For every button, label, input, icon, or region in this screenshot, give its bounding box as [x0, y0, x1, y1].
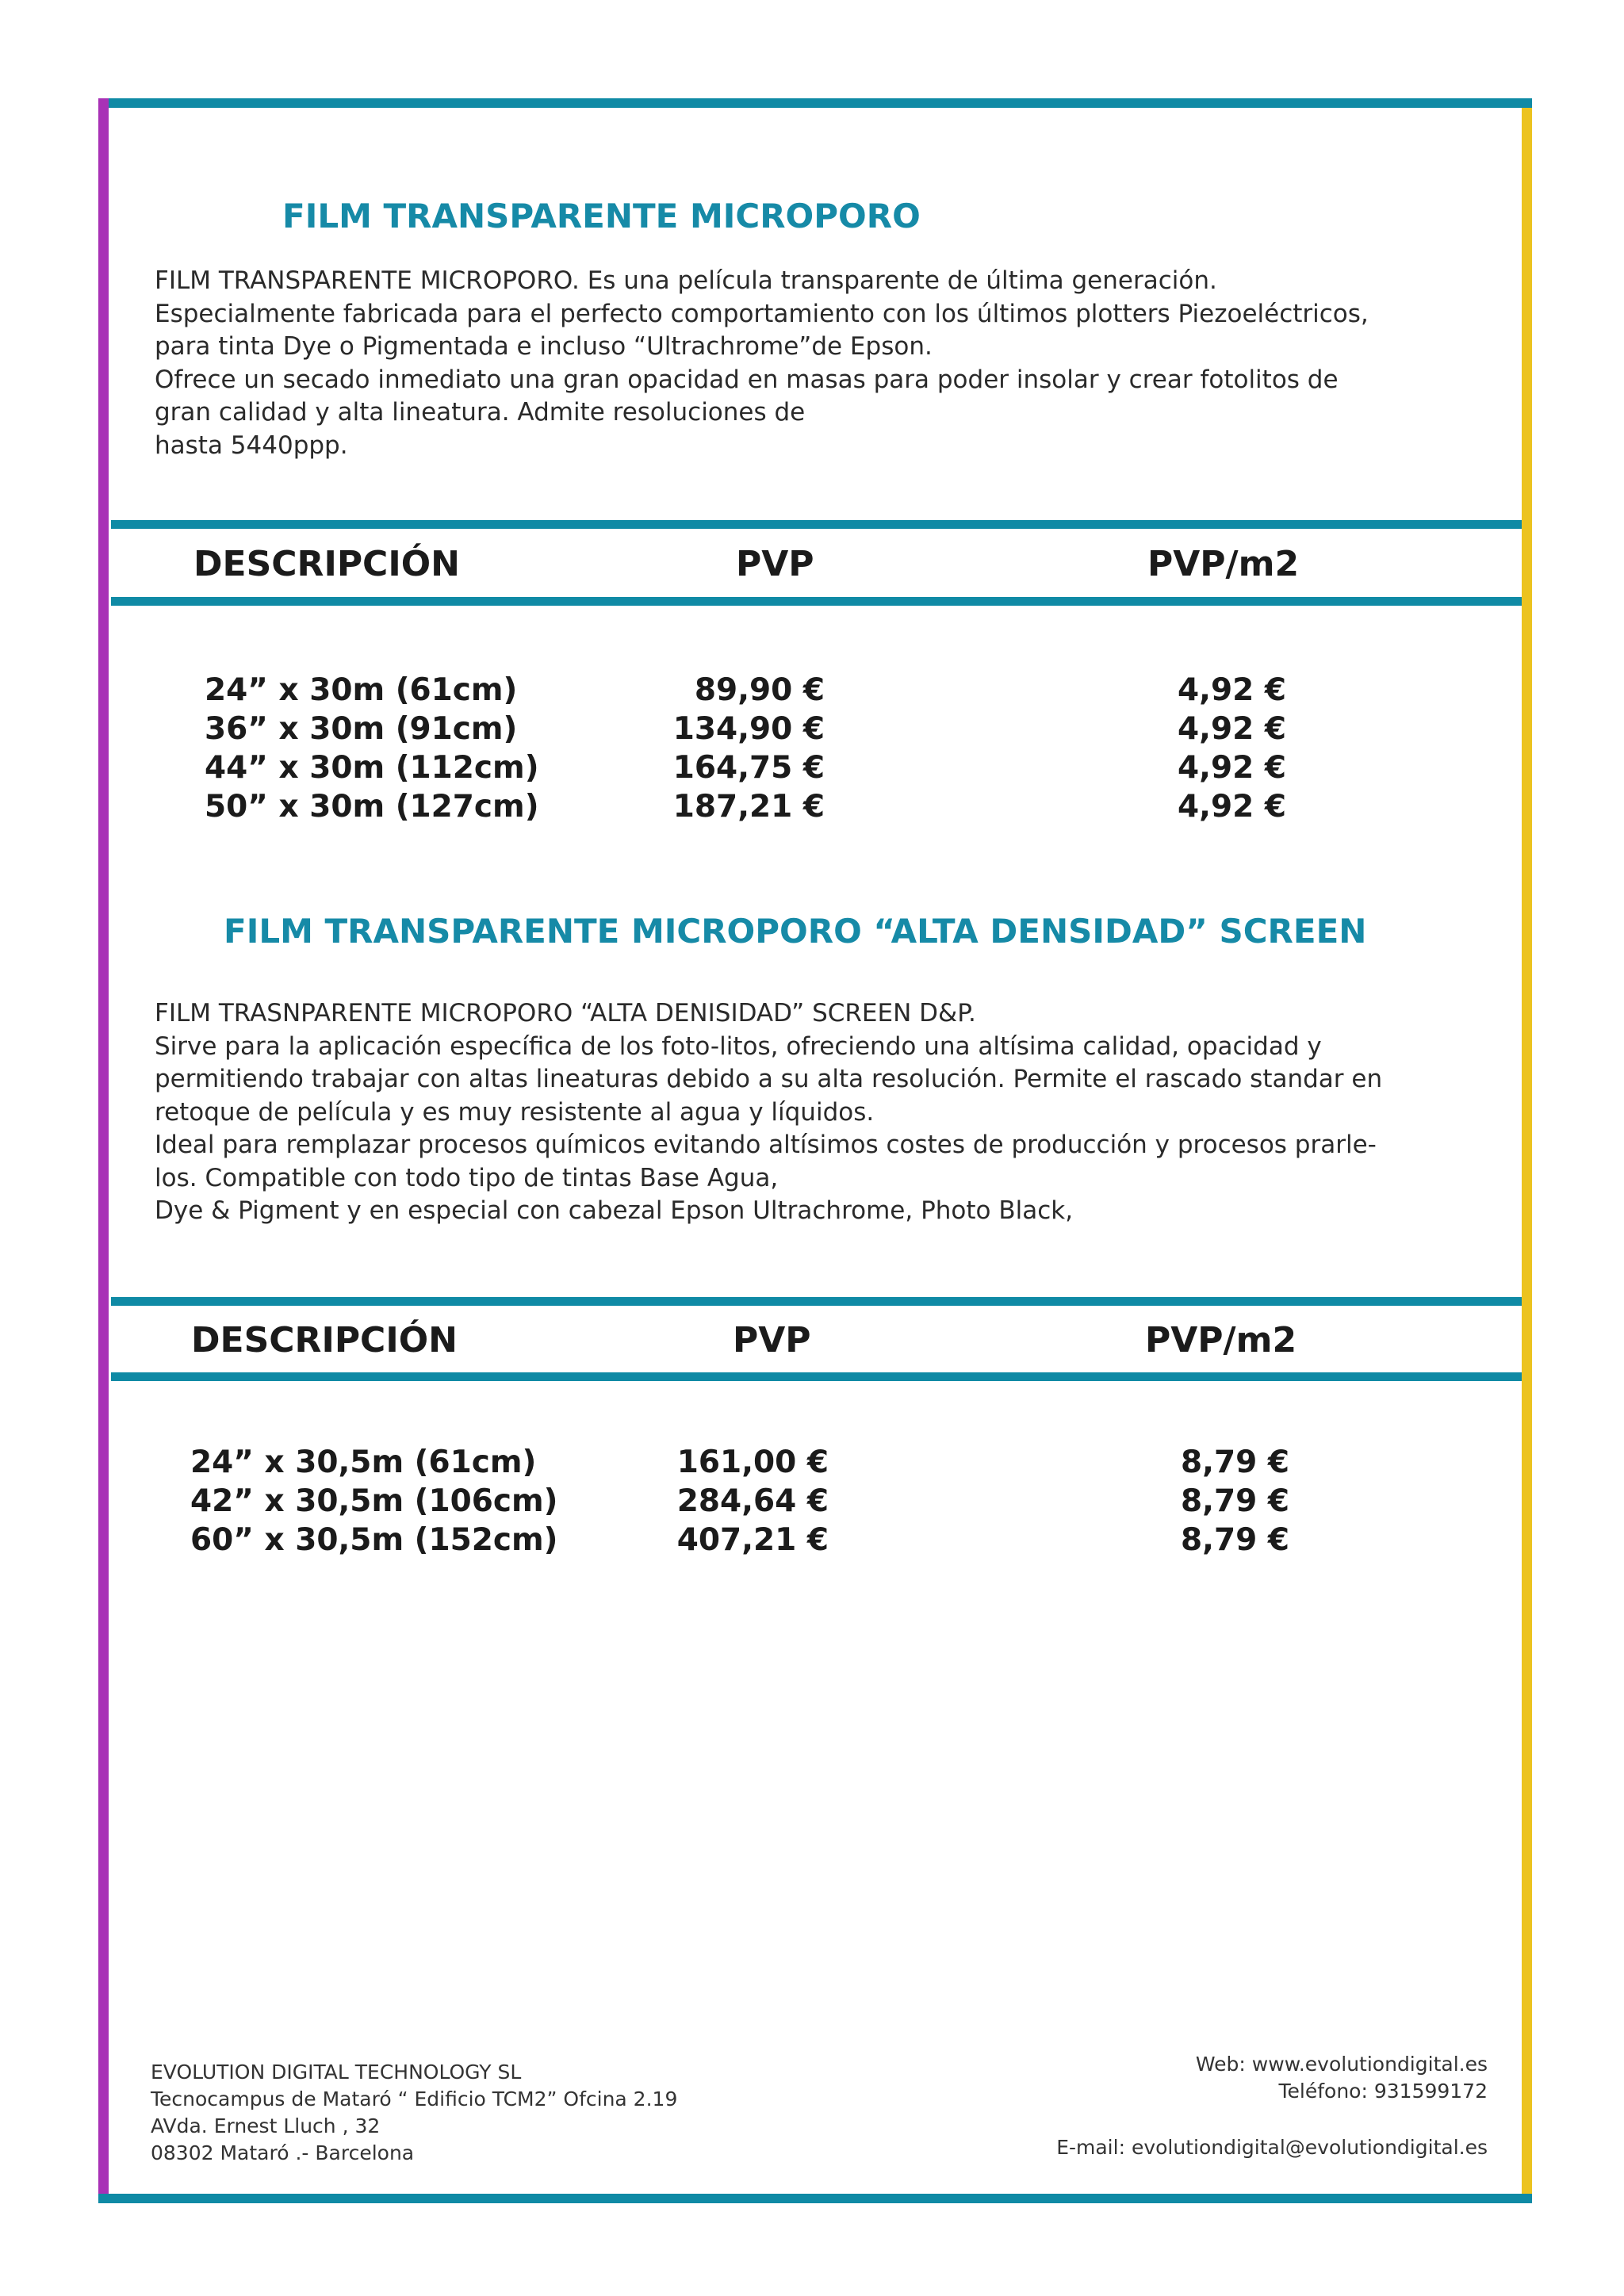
- footer-address-line: Tecnocampus de Mataró “ Edificio TCM2” Ofcina 2.19: [151, 2087, 678, 2110]
- cell-pvp: 134,90 €: [672, 711, 825, 747]
- cell-description: 36” x 30m (91cm): [205, 711, 518, 747]
- table1-header-description: DESCRIPCIÓN: [193, 544, 460, 584]
- cell-pvp-m2: 4,92 €: [1178, 750, 1286, 786]
- table-row: [190, 1445, 1302, 1483]
- table1-header-pvp-m2: PVP/m2: [1147, 544, 1300, 584]
- table-row: [205, 711, 1299, 750]
- frame-top-border: [98, 98, 1532, 108]
- cell-pvp-m2: 4,92 €: [1178, 711, 1286, 747]
- section1-line: Ofrece un secado inmediato una gran opacidad en masas para poder insolar y crear fotolitos de: [155, 365, 1339, 394]
- table-row: [205, 789, 1299, 828]
- footer-company-name: EVOLUTION DIGITAL TECHNOLOGY SL: [151, 2061, 522, 2084]
- cell-pvp: 161,00 €: [676, 1445, 829, 1480]
- section2-line: FILM TRASNPARENTE MICROPORO “ALTA DENISIDAD” SCREEN D&P.: [155, 999, 976, 1027]
- cell-description: 44” x 30m (112cm): [205, 750, 539, 786]
- cell-pvp: 407,21 €: [676, 1522, 829, 1558]
- table2-header-rule-top: [111, 1297, 1522, 1306]
- cell-pvp: 164,75 €: [672, 750, 825, 786]
- cell-pvp: 187,21 €: [672, 789, 825, 825]
- footer-web: Web: www.evolutiondigital.es: [1195, 2053, 1488, 2076]
- footer-email: E-mail: evolutiondigital@evolutiondigital.es: [1056, 2136, 1488, 2159]
- table2-header-pvp-m2: PVP/m2: [1145, 1320, 1297, 1360]
- cell-pvp-m2: 4,92 €: [1178, 672, 1286, 708]
- cell-pvp-m2: 8,79 €: [1181, 1445, 1289, 1480]
- table-row: [205, 672, 1299, 711]
- section2-title: FILM TRANSPARENTE MICROPORO “ALTA DENSIDAD” SCREEN: [224, 912, 1367, 951]
- section1-line: Especialmente fabricada para el perfecto comportamiento con los últimos plotters Piezoeléctricos,: [155, 299, 1369, 328]
- section1-title: FILM TRANSPARENTE MICROPORO: [282, 197, 921, 235]
- section1-line: gran calidad y alta lineatura. Admite resoluciones de: [155, 398, 806, 427]
- cell-pvp: 284,64 €: [676, 1483, 829, 1519]
- table1-header-pvp: PVP: [736, 544, 814, 584]
- table-row: [205, 750, 1299, 789]
- cell-pvp-m2: 8,79 €: [1181, 1483, 1289, 1519]
- cell-description: 50” x 30m (127cm): [205, 789, 539, 825]
- footer-address-line: 08302 Mataró .- Barcelona: [151, 2141, 415, 2164]
- section1-line: hasta 5440ppp.: [155, 430, 348, 460]
- table2-header-pvp: PVP: [733, 1320, 811, 1360]
- section2-description: [155, 997, 1503, 1228]
- frame-bottom-border: [98, 2194, 1532, 2203]
- section2-line: Ideal para remplazar procesos químicos evitando altísimos costes de producción y procesos prarle-: [155, 1131, 1377, 1159]
- table1-header-rule-bottom: [111, 597, 1522, 606]
- cell-pvp-m2: 4,92 €: [1178, 789, 1286, 825]
- table2-header-description: DESCRIPCIÓN: [191, 1320, 458, 1360]
- cell-description: 42” x 30,5m (106cm): [190, 1483, 558, 1519]
- cell-pvp: 89,90 €: [694, 672, 825, 708]
- table1-body: [205, 672, 1299, 828]
- footer-address-line: AVda. Ernest Lluch , 32: [151, 2114, 381, 2137]
- footer-company-info: [151, 2059, 677, 2167]
- section2-line: Dye & Pigment y en especial con cabezal Epson Ultrachrome, Photo Black,: [155, 1196, 1074, 1225]
- footer-phone: Teléfono: 931599172: [1278, 2080, 1488, 2103]
- cell-pvp-m2: 8,79 €: [1181, 1522, 1289, 1558]
- section2-line: retoque de película y es muy resistente al agua y líquidos.: [155, 1097, 875, 1127]
- table1-header-rule-top: [111, 520, 1522, 529]
- table-row: [190, 1483, 1302, 1522]
- section1-description: [155, 265, 1503, 462]
- footer-contact-info: [1056, 2051, 1488, 2161]
- section2-line: los. Compatible con todo tipo de tintas Base Agua,: [155, 1163, 779, 1192]
- table-row: [190, 1522, 1302, 1561]
- frame-right-border: [1522, 108, 1532, 2194]
- section2-line: permitiendo trabajar con altas lineaturas debido a su alta resolución. Permite el rascado standar en: [155, 1065, 1383, 1093]
- table2-body: [190, 1445, 1302, 1561]
- section1-line: para tinta Dye o Pigmentada e incluso “Ultrachrome”de Epson.: [155, 332, 933, 361]
- frame-left-border: [98, 98, 109, 2203]
- section1-line: FILM TRANSPARENTE MICROPORO. Es una película transparente de última generación.: [155, 266, 1217, 295]
- cell-description: 60” x 30,5m (152cm): [190, 1522, 558, 1558]
- table2-header-rule-bottom: [111, 1372, 1522, 1381]
- section2-line: Sirve para la aplicación específica de los foto-litos, ofreciendo una altísima calidad, opacidad y: [155, 1031, 1322, 1061]
- cell-description: 24” x 30m (61cm): [205, 672, 518, 708]
- cell-description: 24” x 30,5m (61cm): [190, 1445, 537, 1480]
